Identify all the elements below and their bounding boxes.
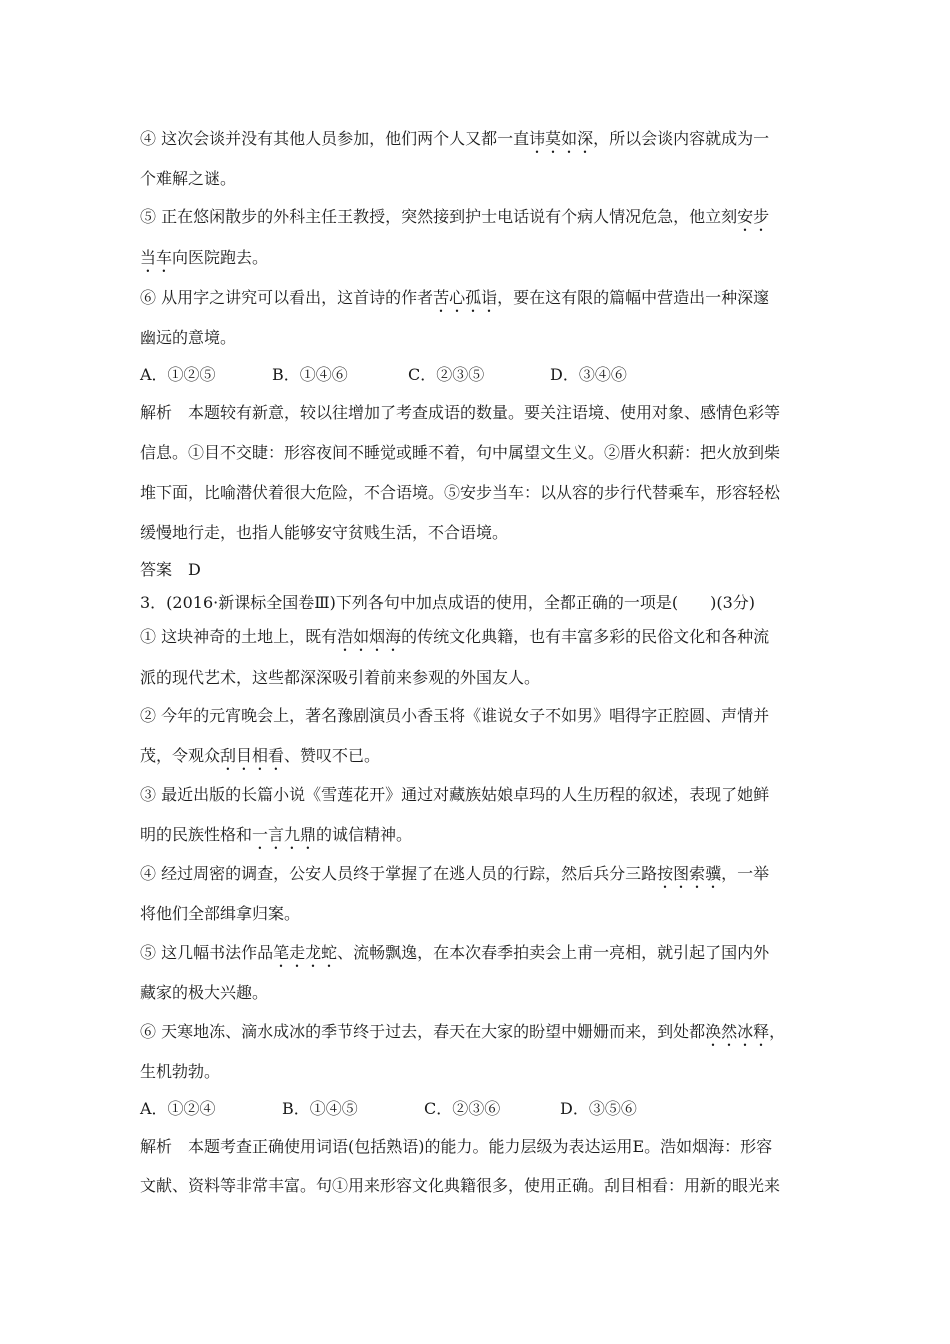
q2-analysis-line4: 缓慢地行走，也指人能够安守贫贱生活，不合语境。 <box>140 523 509 542</box>
q3-item-5-line1: ⑤ 这几幅书法作品笔走龙蛇、流畅飘逸，在本次春季拍卖会上甫一亮相，就引起了国内外 <box>140 943 770 962</box>
option-c: C．②③⑤ <box>408 365 485 384</box>
q3-item-6-line2: 生机勃勃。 <box>140 1062 221 1081</box>
q2-item-5-line2: 当车向医院跑去。 <box>140 248 269 267</box>
q2-item-5-line1: ⑤ 正在悠闲散步的外科主任王教授，突然接到护士电话说有个病人情况危急，他立刻安步 <box>140 207 770 226</box>
option-b: B．①④⑤ <box>282 1099 358 1118</box>
q2-analysis-line1: 解析 本题较有新意，较以往增加了考查成语的数量。要关注语境、使用对象、感情色彩等 <box>140 403 781 422</box>
emphasized-idiom: 刮目相看 <box>220 746 285 765</box>
q2-item-4-line1: ④ 这次会谈并没有其他人员参加，他们两个人又都一直讳莫如深，所以会谈内容就成为一 <box>140 129 770 148</box>
q3-stem: 3．(2016·新课标全国卷Ⅲ)下列各句中加点成语的使用，全都正确的一项是( )(3分) <box>140 593 756 612</box>
emphasized-idiom: 一言九鼎 <box>252 825 317 844</box>
emphasized-idiom: 讳莫如深 <box>529 129 594 148</box>
q3-item-6-line1: ⑥ 天寒地冻、滴水成冰的季节终于过去，春天在大家的盼望中姗姗而来，到处都涣然冰释， <box>140 1022 786 1041</box>
option-a: A．①②④ <box>140 1099 216 1118</box>
emphasized-idiom: 安步 <box>737 207 770 226</box>
q3-item-2-line2: 茂，令观众刮目相看、赞叹不已。 <box>140 746 381 765</box>
q3-item-5-line2: 藏家的极大兴趣。 <box>140 983 269 1002</box>
emphasized-idiom: 按图索骥 <box>657 864 722 883</box>
q3-item-1-line1: ① 这块神奇的土地上，既有浩如烟海的传统文化典籍，也有丰富多彩的民俗文化和各种流 <box>140 627 770 646</box>
q2-analysis-line3: 堆下面，比喻潜伏着很大危险，不合语境。⑤安步当车：以从容的步行代替乘车，形容轻松 <box>140 483 781 502</box>
option-d: D．③⑤⑥ <box>560 1099 637 1118</box>
q2-item-6-line1: ⑥ 从用字之讲究可以看出，这首诗的作者苦心孤诣，要在这有限的篇幅中营造出一种深邃 <box>140 288 770 307</box>
q3-item-1-line2: 派的现代艺术，这些都深深吸引着前来参观的外国友人。 <box>140 668 541 687</box>
q3-item-3-line1: ③ 最近出版的长篇小说《雪莲花开》通过对藏族姑娘卓玛的人生历程的叙述，表现了她鲜 <box>140 785 770 804</box>
q3-item-4-line2: 将他们全部缉拿归案。 <box>140 904 301 923</box>
q3-item-3-line2: 明的民族性格和一言九鼎的诚信精神。 <box>140 825 413 844</box>
emphasized-idiom: 当车 <box>140 248 173 267</box>
option-a: A．①②⑤ <box>140 365 216 384</box>
emphasized-idiom: 笔走龙蛇 <box>273 943 338 962</box>
q2-item-6-line2: 幽远的意境。 <box>140 328 237 347</box>
option-b: B．①④⑥ <box>272 365 348 384</box>
q2-item-4-line2: 个难解之谜。 <box>140 169 237 188</box>
q3-item-2-line1: ② 今年的元宵晚会上，著名豫剧演员小香玉将《谁说女子不如男》唱得字正腔圆、声情并 <box>140 706 770 725</box>
option-c: C．②③⑥ <box>424 1099 501 1118</box>
q3-analysis-line1: 解析 本题考查正确使用词语(包括熟语)的能力。能力层级为表达运用E。浩如烟海：形容 <box>140 1137 773 1156</box>
emphasized-idiom: 涣然冰释 <box>705 1022 770 1041</box>
q3-analysis-line2: 文献、资料等非常丰富。句①用来形容文化典籍很多，使用正确。刮目相看：用新的眼光来 <box>140 1176 781 1195</box>
emphasized-idiom: 浩如烟海 <box>337 627 402 646</box>
q3-item-4-line1: ④ 经过周密的调查，公安人员终于掌握了在逃人员的行踪，然后兵分三路按图索骥，一举 <box>140 864 770 883</box>
option-d: D．③④⑥ <box>550 365 627 384</box>
emphasized-idiom: 苦心孤诣 <box>433 288 498 307</box>
q2-analysis-line2: 信息。①目不交睫：形容夜间不睡觉或睡不着，句中属望文生义。②厝火积薪：把火放到柴 <box>140 443 781 462</box>
q2-answer: 答案 D <box>140 560 201 579</box>
